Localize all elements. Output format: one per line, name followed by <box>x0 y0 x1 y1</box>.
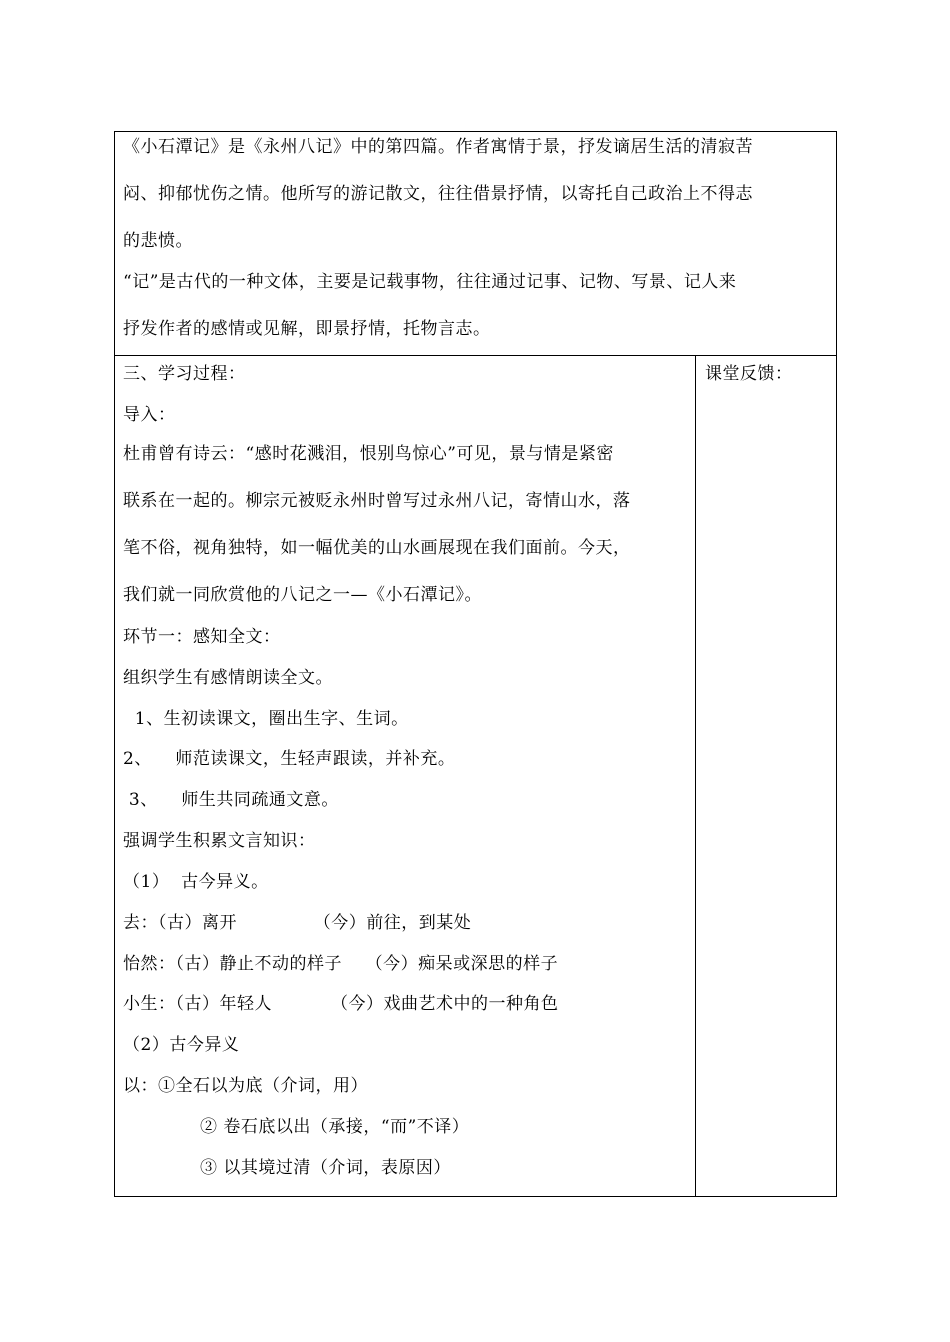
process-line: 以：①全石以为底（介词，用） <box>123 1076 368 1096</box>
process-line: 怡然：（古）静止不动的样子 （今）痴呆或深思的样子 <box>123 954 559 974</box>
process-line: （1） 古今异义。 <box>123 872 269 892</box>
process-line: 小生：（古）年轻人 （今）戏曲艺术中的一种角色 <box>123 994 559 1014</box>
process-line: 杜甫曾有诗云：“感时花溅泪，恨别鸟惊心”可见，景与情是紧密 <box>123 444 614 464</box>
process-line: ③ 以其境过清（介词，表原因） <box>200 1158 451 1178</box>
process-line: 去：（古）离开 （今）前往，到某处 <box>123 913 472 933</box>
process-line: 1、生初读课文，圈出生字、生词。 <box>123 709 409 729</box>
intro-line: 抒发作者的感情或见解，即景抒情，托物言志。 <box>123 319 491 339</box>
process-line: 组织学生有感情朗读全文。 <box>123 668 333 688</box>
process-line: 导入： <box>123 405 176 425</box>
process-line: 我们就一同欣赏他的八记之一—《小石潭记》。 <box>123 585 482 605</box>
process-line: 联系在一起的。柳宗元被贬永州时曾写过永州八记，寄情山水，落 <box>123 491 631 511</box>
intro-line: 《小石潭记》是《永州八记》中的第四篇。作者寓情于景，抒发谪居生活的清寂苦 <box>123 137 753 157</box>
column-divider <box>695 356 696 1196</box>
process-line: 笔不俗，视角独特，如一幅优美的山水画展现在我们面前。今天， <box>123 538 631 558</box>
process-line: 环节一：感知全文： <box>123 627 281 647</box>
intro-line: “记”是古代的一种文体，主要是记载事物，往往通过记事、记物、写景、记人来 <box>123 272 737 292</box>
process-line: 2、 师范读课文，生轻声跟读，并补充。 <box>123 749 456 769</box>
intro-line: 的悲愤。 <box>123 231 193 251</box>
process-line: 强调学生积累文言知识： <box>123 831 316 851</box>
feedback-label: 课堂反馈： <box>705 364 793 384</box>
process-line: （2）古今异义 <box>123 1035 240 1055</box>
process-line: ② 卷石底以出（承接，“而”不译） <box>200 1117 470 1137</box>
section-heading: 三、学习过程： <box>123 364 246 384</box>
process-line: 3、 师生共同疏通文意。 <box>123 790 339 810</box>
intro-line: 闷、抑郁忧伤之情。他所写的游记散文，往往借景抒情，以寄托自己政治上不得志 <box>123 184 753 204</box>
